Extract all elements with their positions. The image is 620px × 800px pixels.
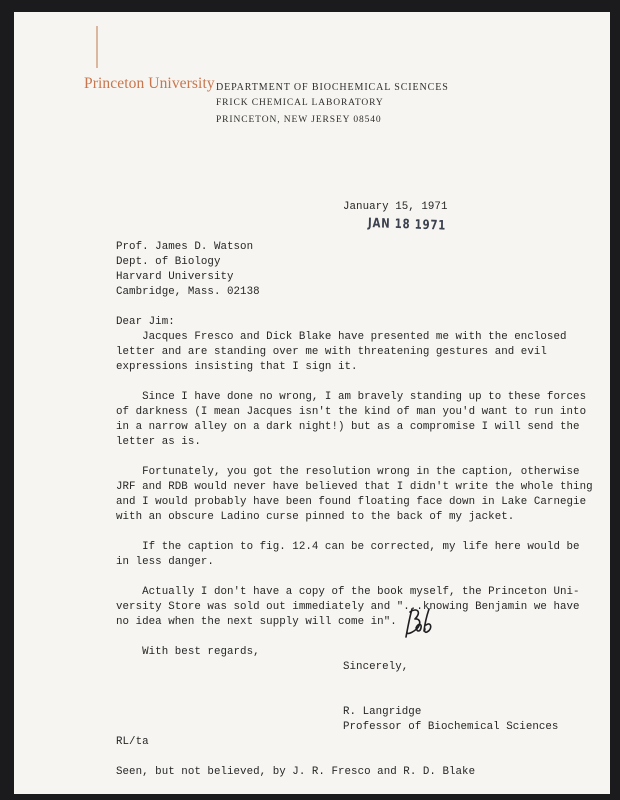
received-date-stamp: JAN 18 1971 <box>367 216 447 234</box>
handwritten-signature <box>398 604 438 644</box>
body-line: Jacques Fresco and Dick Blake have presented me with the enclosed <box>116 331 567 343</box>
body-line: letter as is. <box>116 436 201 448</box>
body-line: Actually I don't have a copy of the book myself, the Princeton Uni- <box>116 586 580 598</box>
body-line: with an obscure Ladino curse pinned to the back of my jacket. <box>116 511 515 523</box>
recipient-line: Harvard University <box>116 271 234 283</box>
body-line: With best regards, <box>116 646 260 658</box>
body-line: JRF and RDB would never have believed that I didn't write the whole thing <box>116 481 593 493</box>
hole-punch-mark <box>96 26 98 68</box>
body-line: and I would probably have been found floating face down in Lake Carnegie <box>116 496 587 508</box>
university-name: Princeton University <box>84 75 215 92</box>
signer-title: Professor of Biochemical Sciences <box>343 721 559 733</box>
typist-initials: RL/ta <box>116 736 149 748</box>
body-line: versity Store was sold out immediately and "...knowing Benjamin we have <box>116 601 580 613</box>
recipient-line: Dept. of Biology <box>116 256 221 268</box>
recipient-line: Cambridge, Mass. 02138 <box>116 286 260 298</box>
body-line: of darkness (I mean Jacques isn't the kind of man you'd want to run into <box>116 406 587 418</box>
letterhead-address: PRINCETON, NEW JERSEY 08540 <box>216 115 382 125</box>
salutation: Dear Jim: <box>116 316 175 328</box>
body-line: in a narrow alley on a dark night!) but as a compromise I will send the <box>116 421 580 433</box>
body-line: If the caption to fig. 12.4 can be corrected, my life here would be <box>116 541 580 553</box>
body-line: letter and are standing over me with threatening gestures and evil <box>116 346 547 358</box>
closing: Sincerely, <box>343 661 409 673</box>
signer-name: R. Langridge <box>343 706 422 718</box>
laboratory-name: FRICK CHEMICAL LABORATORY <box>216 98 384 108</box>
postscript: Seen, but not believed, by J. R. Fresco and R. D. Blake <box>116 766 476 778</box>
letter-date: January 15, 1971 <box>343 201 448 213</box>
body-line: no idea when the next supply will come in". <box>116 616 397 628</box>
body-line: in less danger. <box>116 556 214 568</box>
recipient-line: Prof. James D. Watson <box>116 241 254 253</box>
body-line: Since I have done no wrong, I am bravely standing up to these forces <box>116 391 587 403</box>
body-line: Fortunately, you got the resolution wrong in the caption, otherwise <box>116 466 580 478</box>
body-line: expressions insisting that I sign it. <box>116 361 358 373</box>
department-name: DEPARTMENT OF BIOCHEMICAL SCIENCES <box>216 82 449 93</box>
